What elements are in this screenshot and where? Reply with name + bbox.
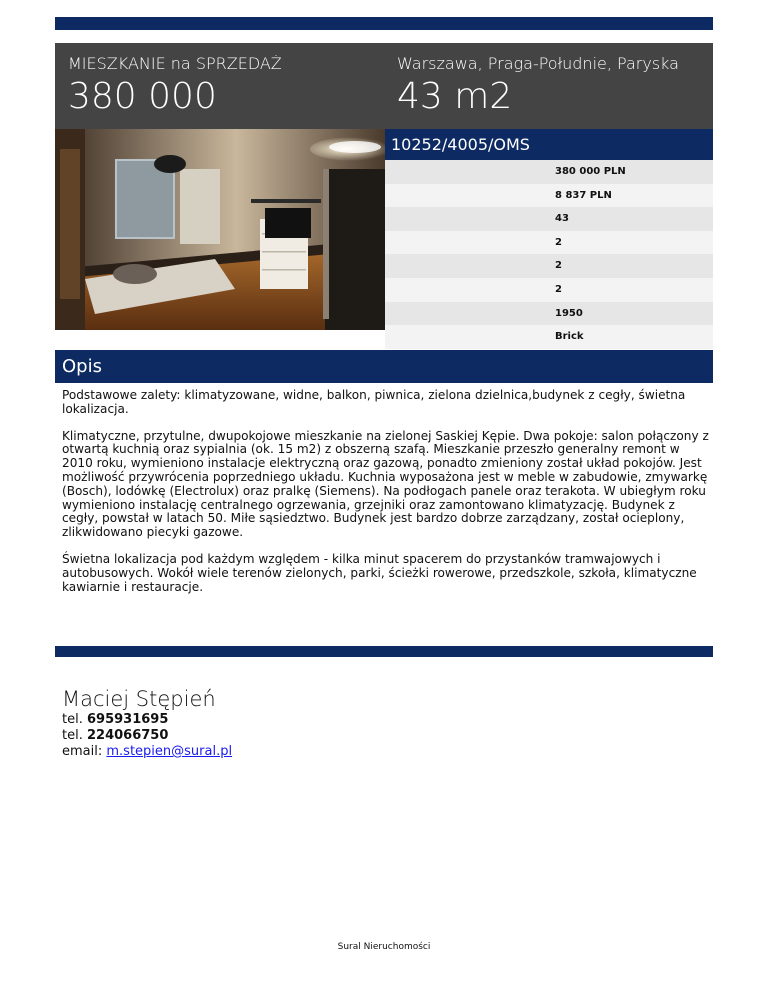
phone-line-1 [62,712,232,728]
detail-row: 2 [385,254,713,278]
email-link[interactable]: m.stepien@sural.pl [106,744,233,759]
reference-number: 10252/4005/OMS [385,129,713,160]
description [62,389,710,607]
details-table [385,160,713,349]
email-line [62,744,232,760]
email-label: email: [62,744,103,759]
listing-header [55,43,713,129]
separator-bar [55,646,713,657]
listing-price: 380 000 [68,76,217,117]
detail-row: 380 000 PLN [385,160,713,184]
detail-row: 43 [385,207,713,231]
tel-label: tel. [62,712,83,727]
description-paragraph: Podstawowe zalety: klimatyzowane, widne, balkon, piwnica, zielona dzielnica,budynek z cegły, świetna lokalizacja. [62,388,686,416]
phone-line-2 [62,728,232,744]
listing-area: 43 m2 [397,76,513,117]
detail-row: 8 837 PLN [385,184,713,208]
details-panel [385,129,713,349]
detail-row: Brick [385,325,713,349]
listing-type: MIESZKANIE na SPRZEDAŻ [68,54,282,73]
detail-row: 2 [385,278,713,302]
tel-label: tel. [62,728,83,743]
agent-contact [62,686,232,760]
detail-row: 2 [385,231,713,255]
description-paragraph: Świetna lokalizacja pod każdym względem - kilka minut spacerem do przystanków tramwajowych i autobusowych. Wokół wiele terenów zielonych, parki, ścieżki rowerowe, przedszkole, szkoła, klimatyczne kawiarnie i restauracje. [62,551,697,594]
listing-location: Warszawa, Praga-Południe, Paryska [397,54,679,73]
detail-row: 1950 [385,302,713,326]
top-bar [55,17,713,30]
opis-heading: Opis [55,350,713,383]
footer: Sural Nieruchomości [337,942,431,952]
agent-name: Maciej Stępień [62,687,216,711]
phone-number-1: 695931695 [86,712,169,727]
phone-number-2: 224066750 [86,728,169,743]
description-paragraph: Klimatyczne, przytulne, dwupokojowe mieszkanie na zielonej Saskiej Kępie. Dwa pokoje: salon połączony z otwartą kuchnią oraz sypialnia (ok. 15 m2) z obszerną szafą. Mieszkanie przeszło generalny remont w 2010 roku, wymieniono instalacje elektryczną oraz gazową, ponadto zmieniony został układ pokojów. Jest możliwość przywrócenia poprzedniego układu. Kuchnia wyposażona jest w meble w zabudowie, zmywarkę (Bosch), lodówkę (Electrolux) oraz pralkę (Siemens). Na podłogach panele oraz terakota. W ubiegłym roku wymieniono instalację centralnego ogrzewania, grzejniki oraz zamontowano klimatyzację. Budynek z cegły, powstał w latach 50. Miłe sąsiedztwo. Budynek jest bardzo dobrze zarządzany, został ocieplony, zlikwidowano piecyki gazowe. [62,428,709,540]
apartment-photo [55,129,385,330]
